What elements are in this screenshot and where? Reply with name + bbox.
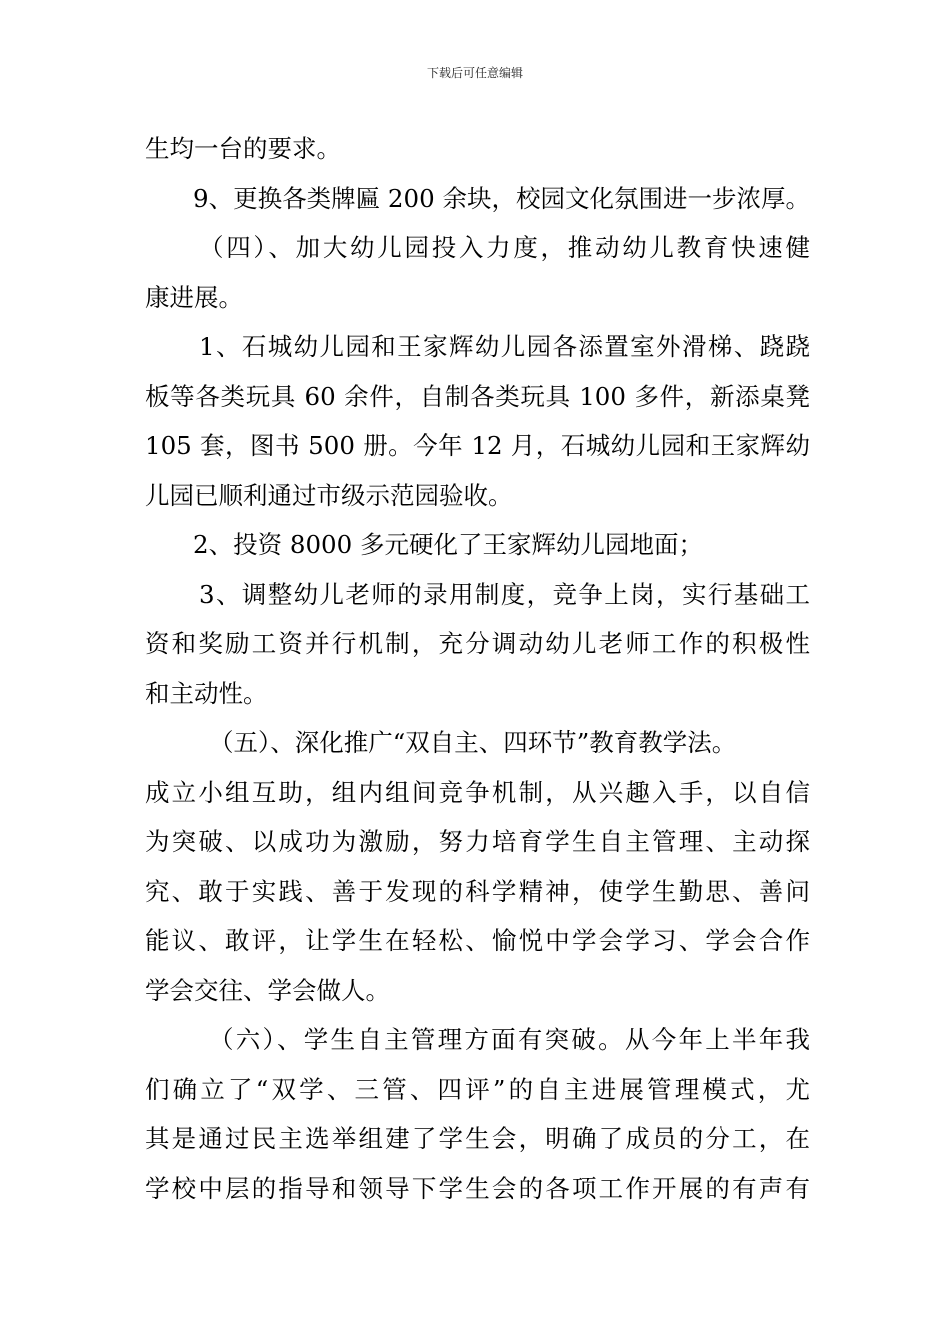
text-line: （五）、深化推广“双自主、四环节”教育教学法。 [209,728,737,757]
text-line: 生均一台的要求。 [145,134,341,163]
text-line: （四）、加大幼儿园投入力度，推动幼儿教育快速健 [199,233,810,262]
text-line: 其是通过民主选举组建了学生会，明确了成员的分工，在 [145,1124,810,1153]
text-line: 儿园已顺利通过市级示范园验收。 [145,480,513,510]
text-line: 究、敢于实践、善于发现的科学精神，使学生勤思、善问 [145,876,810,906]
text-line: 1、石城幼儿园和王家辉幼儿园各添置室外滑梯、跷跷 [199,332,810,361]
text-line: 康进展。 [145,282,243,312]
text-line: 们确立了“双学、三管、四评”的自主进展管理模式，尤 [145,1074,810,1104]
text-line: 成立小组互助，组内组间竞争机制，从兴趣入手，以自信 [145,777,810,807]
text-line: 为突破、以成功为激励，努力培育学生自主管理、主动探 [145,827,810,856]
text-line: 学校中层的指导和领导下学生会的各项工作开展的有声有 [145,1173,810,1203]
text-line: 9、更换各类牌匾 200 余块，校园文化氛围进一步浓厚。 [193,183,810,213]
text-line: 105 套，图书 500 册。今年 12 月，石城幼儿园和王家辉幼 [145,431,810,460]
text-line: 和主动性。 [145,678,268,708]
text-line: 学会交往、学会做人。 [145,975,390,1005]
text-line: 能议、敢评，让学生在轻松、愉悦中学会学习、学会合作 [145,926,810,955]
document-body [145,124,810,1213]
text-line: 3、调整幼儿老师的录用制度，竞争上岗，实行基础工 [199,579,810,609]
text-line: 板等各类玩具 60 余件，自制各类玩具 100 多件，新添桌凳 [145,381,810,411]
text-line: （六）、学生自主管理方面有突破。从今年上半年我 [209,1025,810,1054]
page-header: 下载后可任意编辑 [426,66,523,80]
text-line: 2、投资 8000 多元硬化了王家辉幼儿园地面； [193,530,704,559]
text-line: 资和奖励工资并行机制，充分调动幼儿老师工作的积极性 [145,629,810,658]
